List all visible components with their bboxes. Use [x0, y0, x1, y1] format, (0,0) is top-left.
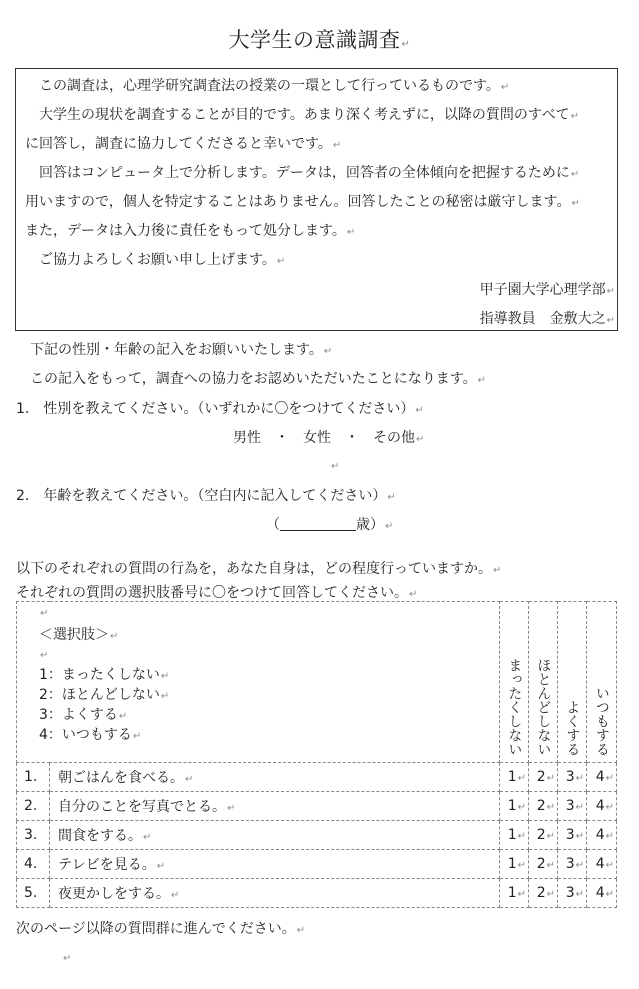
choice-item: 4：いつもする↵ [39, 727, 142, 743]
scale-header: いつもする [587, 602, 617, 763]
option-3[interactable]: 3↵ [558, 879, 587, 908]
age-blank[interactable] [280, 516, 356, 531]
gender-options[interactable]: 男性 ・ 女性 ・ その他↵ [233, 430, 425, 446]
intro-instructor: 指導教員 金敷大之↵ [479, 311, 615, 327]
consent-line-1: 下記の性別・年齢の記入をお願いいたします。↵ [30, 342, 333, 358]
option-2[interactable]: 2↵ [529, 879, 558, 908]
scale-header: まったくしない [500, 602, 529, 763]
intro-line: 大学生の現状を調査することが目的です。あまり深く考えずに，以降の質問のすべて↵ [25, 107, 579, 123]
consent-line-2: この記入をもって，調査への協力をお認めいただいたことになります。↵ [30, 371, 486, 387]
option-3[interactable]: 3↵ [558, 850, 587, 879]
choices-legend [17, 602, 500, 763]
age-field[interactable]: （ 歳）↵ [266, 517, 394, 533]
survey-table [16, 601, 617, 908]
option-1[interactable]: 1↵ [500, 763, 529, 792]
row-item: 自分のことを写真でとる。↵ [50, 792, 500, 821]
option-1[interactable]: 1↵ [500, 879, 529, 908]
option-4[interactable]: 4↵ [587, 792, 617, 821]
row-number: 1. [17, 763, 50, 792]
row-number: 3. [17, 821, 50, 850]
question-2-label: 2. 年齢を教えてください。（空白内に記入してください）↵ [16, 488, 396, 504]
paragraph-mark: ↵ [331, 461, 340, 472]
scale-header: よくする [558, 602, 587, 763]
instruction-line-1: 以下のそれぞれの質問の行為を，あなた自身は，どの程度行っていますか。↵ [16, 561, 502, 577]
paragraph-mark: ↵ [40, 650, 49, 661]
intro-box [15, 68, 618, 331]
row-number: 4. [17, 850, 50, 879]
choice-item: 1：まったくしない↵ [39, 667, 170, 683]
option-3[interactable]: 3↵ [558, 763, 587, 792]
option-1[interactable]: 1↵ [500, 792, 529, 821]
option-1[interactable]: 1↵ [500, 821, 529, 850]
footer-note: 次のページ以降の質問群に進んでください。↵ [16, 921, 306, 937]
option-3[interactable]: 3↵ [558, 821, 587, 850]
paragraph-mark: ↵ [63, 953, 72, 964]
paragraph-mark: ↵ [40, 608, 49, 619]
question-1-label: 1. 性別を教えてください。（いずれかに〇をつけてください）↵ [16, 401, 424, 417]
choices-heading: ＜選択肢＞↵ [39, 627, 119, 643]
option-4[interactable]: 4↵ [587, 763, 617, 792]
option-4[interactable]: 4↵ [587, 879, 617, 908]
row-item: 夜更かしをする。↵ [50, 879, 500, 908]
option-4[interactable]: 4↵ [587, 850, 617, 879]
option-2[interactable]: 2↵ [529, 821, 558, 850]
choice-item: 3：よくする↵ [39, 707, 128, 723]
intro-line: に回答し，調査に協力してくださると幸いです。↵ [25, 136, 342, 152]
option-4[interactable]: 4↵ [587, 821, 617, 850]
intro-line: ご協力よろしくお願い申し上げます。↵ [25, 252, 286, 268]
page-title: 大学生の意識調査↵ [228, 28, 411, 52]
choice-item: 2：ほとんどしない↵ [39, 687, 170, 703]
intro-line: 用いますので，個人を特定することはありません。回答したことの秘密は厳守します。↵ [25, 194, 580, 210]
intro-line: また，データは入力後に責任をもって処分します。↵ [25, 223, 356, 239]
option-3[interactable]: 3↵ [558, 792, 587, 821]
table-row [17, 763, 617, 792]
option-1[interactable]: 1↵ [500, 850, 529, 879]
row-item: 間食をする。↵ [50, 821, 500, 850]
intro-line: 回答はコンピュータ上で分析します。データは，回答者の全体傾向を把握するために↵ [25, 165, 580, 181]
table-row [17, 821, 617, 850]
option-2[interactable]: 2↵ [529, 763, 558, 792]
table-row [17, 879, 617, 908]
row-item: テレビを見る。↵ [50, 850, 500, 879]
instruction-line-2: それぞれの質問の選択肢番号に〇をつけて回答してください。↵ [16, 585, 418, 601]
intro-org: 甲子園大学心理学部↵ [479, 282, 615, 298]
intro-line: この調査は，心理学研究調査法の授業の一環として行っているものです。↵ [25, 78, 510, 94]
scale-header: ほとんどしない [529, 602, 558, 763]
option-2[interactable]: 2↵ [529, 850, 558, 879]
table-row [17, 850, 617, 879]
row-item: 朝ごはんを食べる。↵ [50, 763, 500, 792]
row-number: 5. [17, 879, 50, 908]
option-2[interactable]: 2↵ [529, 792, 558, 821]
row-number: 2. [17, 792, 50, 821]
table-row [17, 792, 617, 821]
